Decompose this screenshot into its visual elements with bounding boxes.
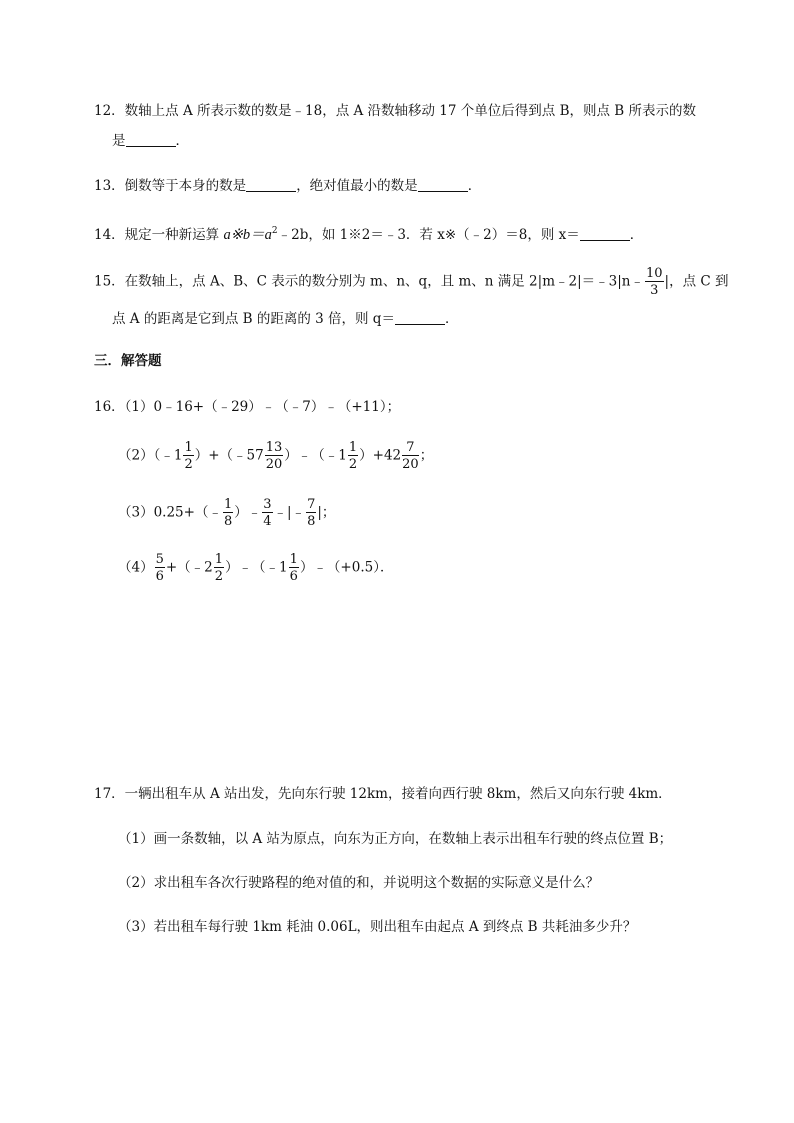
fraction: $\frac{1}{2}$ [348,440,358,472]
q17-part1: （1）画一条数轴，以 A 站为原点，向东为正方向，在数轴上表示出租车行驶的终点位置 B； [118,831,673,847]
q17-part3: （3）若出租车每行驶 1km 耗油 0.06L，则出租车由起点 A 到终点 B 共耗油多少升？ [118,919,637,935]
fraction: $\frac{1}{2}$ [184,440,193,472]
answer-blank [418,177,468,192]
fraction: $\frac{7}{20}$ [402,440,419,472]
q15-line1: 15．在数轴上，点 A、B、C 表示的数分别为 m、n、q，且 m、n 满足 2|m﹣2|＝﹣3|n﹣ $\frac{10}{3}$ |，点 C 到 [94,266,729,298]
q16-part3: （3）0.25+（﹣ $\frac{1}{8}$ ）﹣ $\frac{3}{4}$ ﹣|﹣ $\frac{7}{8}$ |； [118,497,336,529]
fraction: $\frac{1}{2}$ [214,552,224,584]
fraction: $\frac{3}{4}$ [263,497,272,529]
answer-blank [246,177,296,192]
q12-line2: 是 ． [112,133,189,149]
answer-blank [126,132,176,147]
answer-blank [395,310,445,325]
fraction: $\frac{5}{6}$ [155,552,164,584]
section-heading: 三．解答题 [94,353,162,369]
fraction: $\frac{10}{3}$ [645,266,663,298]
q17-line1: 17．一辆出租车从 A 站出发，先向东行驶 12km，接着向西行驶 8km，然后又向东行驶 4km． [94,786,672,802]
fraction: $\frac{1}{6}$ [289,552,298,584]
answer-blank [580,226,630,241]
fraction: $\frac{13}{20}$ [265,440,283,472]
q16-part4: （4） $\frac{5}{6}$ +（﹣2 $\frac{1}{2}$ ）﹣（﹣1 $\frac{1}{6}$ ）﹣（+0.5）． [118,552,394,584]
q16-part2: （2）（﹣1 $\frac{1}{2}$ ）+（﹣57 $\frac{13}{20}$ ）﹣（﹣1 $\frac{1}{2}$ ）+42 $\frac{7}{20}$ ； [118,440,434,472]
q14-line: 14．规定一种新运算 $a※b=a^2﹣2b$，如 1※2＝﹣3．若 x※（﹣2）＝8，则 x＝ ． [94,226,644,243]
fraction: $\frac{7}{8}$ [307,497,316,529]
q15-line2: 点 A 的距离是它到点 B 的距离的 3 倍，则 q＝ ． [112,311,459,327]
q13-line: 13．倒数等于本身的数是 ，绝对值最小的数是 ． [94,178,482,194]
fraction: $\frac{1}{8}$ [223,497,233,529]
q17-part2: （2）求出租车各次行驶路程的绝对值的和，并说明这个数据的实际意义是什么？ [118,875,600,891]
q12-line1: 12．数轴上点 A 所表示数的数是﹣18，点 A 沿数轴移动 17 个单位后得到点 B，则点 B 所表示的数 [94,103,696,119]
q16-part1: 16．（1）0﹣16+（﹣29）﹣（﹣7）﹣（+11）； [94,399,401,415]
